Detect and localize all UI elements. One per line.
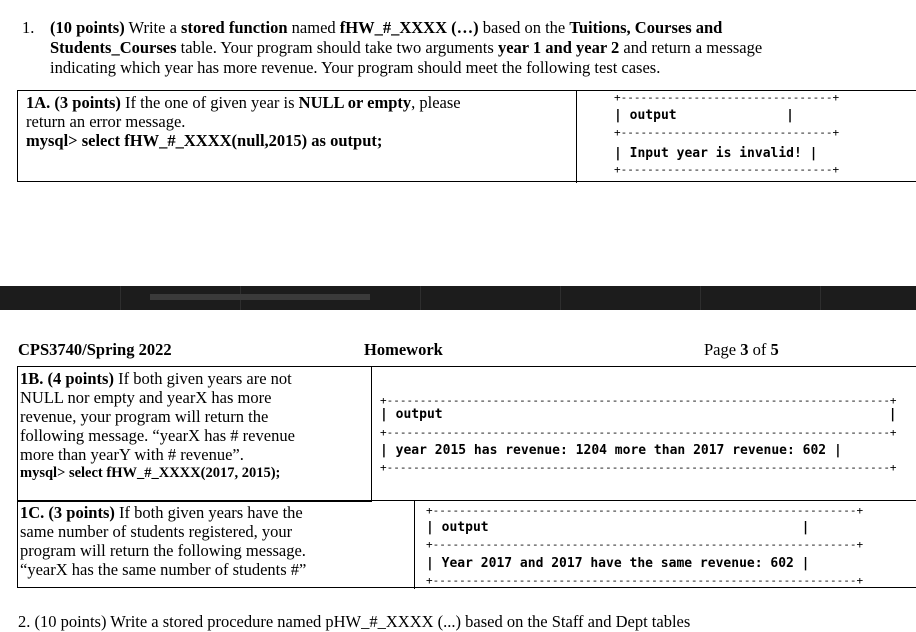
case-1a-out-row: | Input year is invalid! | [614,146,818,161]
case-1b-text: NULL nor empty and yearX has more [20,388,272,407]
page-current: 3 [740,340,749,359]
case-1b-text: If both given years are not [113,369,292,388]
next-question-partial: 2. (10 points) Write a stored procedure named pHW_#_XXXX (...) based on the Staff and Dept tables [18,612,691,631]
case-1c-out-header: | output | [426,520,810,535]
case-1a-out-border-mid: +--------------------------------+ [614,129,840,137]
case-1b-description [20,369,370,483]
case-1a-out-border-bottom: +--------------------------------+ [614,166,840,174]
case-1b-divider [371,367,372,502]
q-text-part: and return a message [619,38,763,57]
case-1b-label: 1B. (4 points) [20,369,114,388]
case-1b-table [17,366,916,501]
case-1a-label: 1A. (3 points) [26,93,121,112]
case-1c-text: program will return the following message. [20,541,306,560]
case-1c-description [20,503,412,579]
q-text-part: based on the [478,18,570,37]
case-1c-label: 1C. (3 points) [20,503,115,522]
page-number [704,340,779,360]
page-prefix: Page [704,340,741,359]
q-text-line: indicating which year has more revenue. Your program should meet the following test cases. [50,58,661,77]
question-points: (10 points) [50,18,125,37]
course-label: CPS3740/Spring 2022 [18,340,172,359]
case-1a-query: mysql> select fHW_#_XXXX(null,2015) as output; [26,131,383,150]
q-text-bold: fHW_#_XXXX (…) [339,18,479,37]
case-1c-table [17,500,916,588]
case-1b-text: revenue, your program will return the [20,407,269,426]
case-1a-text-bold: NULL or empty [298,93,412,112]
question-1-text [22,18,902,78]
q-text-bold: year 1 and year 2 [497,38,620,57]
question-number: 1. [22,18,35,37]
case-1b-query: mysql> select fHW_#_XXXX(2017, 2015); [20,465,281,481]
q-text-part: named [287,18,340,37]
page-break-strip [0,286,916,310]
case-1b-text: more than yearY with # revenue”. [20,445,244,464]
case-1a-text-line: return an error message. [26,112,186,131]
case-1a-divider [576,91,577,183]
case-1a-description [26,93,571,150]
q-text-part: Write a [124,18,182,37]
case-1b-out-header: | output | [380,407,897,422]
case-1c-out-border-mid: +----------------------------------------------------------------+ [426,541,864,549]
case-1a-text: If the one of given year is [120,93,299,112]
doc-title: Homework [364,340,443,359]
page-of: of [748,340,771,359]
case-1b-text: following message. “yearX has # revenue [20,426,295,445]
q-text-bold: Tuitions, Courses and [569,18,723,37]
q-text-bold: stored function [181,18,288,37]
case-1b-out-border-mid: +----------------------------------------------------------------------------+ [380,429,897,437]
case-1b-out-border-bottom: +----------------------------------------------------------------------------+ [380,464,897,472]
case-1a-out-header: | output | [614,108,795,123]
case-1c-divider [414,501,415,589]
case-1c-out-row: | Year 2017 and 2017 have the same revenue: 602 | [426,556,810,571]
case-1c-text: “yearX has the same number of students #” [20,560,307,579]
case-1c-out-border-bottom: +----------------------------------------------------------------+ [426,577,864,585]
q-text-bold: Students_Courses [50,38,177,57]
page-total: 5 [770,340,779,359]
case-1c-text: If both given years have the [114,503,303,522]
case-1a-table [17,90,916,182]
case-1a-out-border-top: +--------------------------------+ [614,94,840,102]
q-text-part: table. Your program should take two arguments [176,38,498,57]
case-1b-out-row: | year 2015 has revenue: 1204 more than 2017 revenue: 602 | [380,443,842,458]
case-1b-out-border-top: +----------------------------------------------------------------------------+ [380,397,897,405]
case-1c-text: same number of students registered, your [20,522,293,541]
case-1a-text: , please [411,93,461,112]
case-1c-out-border-top: +----------------------------------------------------------------+ [426,507,864,515]
